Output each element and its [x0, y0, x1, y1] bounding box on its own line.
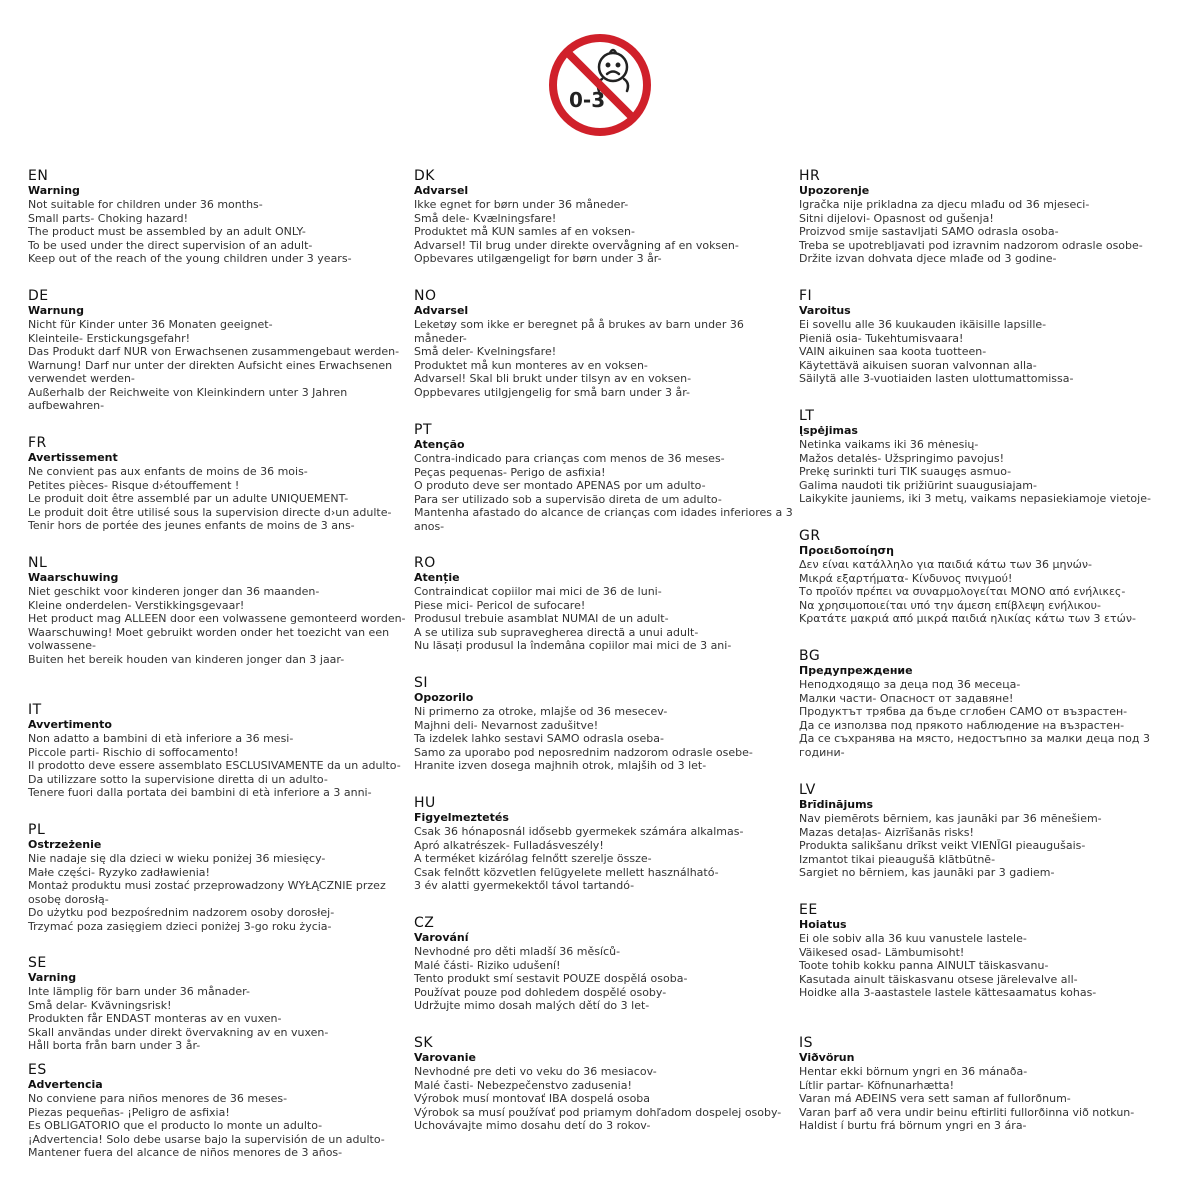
- warning-line: Výrobok musí montovať IBA dospelá osoba: [414, 1092, 651, 1105]
- warning-heading: Warnung: [28, 304, 84, 317]
- language-code: LV: [799, 782, 816, 798]
- warning-block-it: [28, 702, 413, 800]
- warning-line: Oppbevares utilgjengelig for små barn under 3 år-: [414, 385, 690, 399]
- warning-line: Κρατάτε μακριά από μικρά παιδιά ηλικίας κάτω των 3 ετών-: [799, 612, 1136, 625]
- language-code: SI: [414, 675, 429, 691]
- warning-line: Proizvod smije sastavljati SAMO odrasla osoba-: [799, 225, 1059, 238]
- warning-line: Το προϊόν πρέπει να συναρμολογείται ΜΟΝΟ από ενήλικες-: [799, 585, 1126, 598]
- warning-line: Igračka nije prikladna za djecu mlađu od 36 mjeseci-: [799, 198, 1090, 211]
- warning-heading: Figyelmeztetés: [414, 811, 509, 824]
- warning-line: Csak 36 hónaposnál idősebb gyermekek számára alkalmas-: [414, 825, 744, 838]
- warning-line: Tenere fuori dalla portata dei bambini di età inferiore a 3 anni-: [28, 786, 372, 799]
- warning-line: Kleinteile- Erstickungsgefahr!: [28, 331, 191, 345]
- warning-line: Petites pièces- Risque d›étouffement !: [28, 478, 240, 492]
- warning-line: Advarsel! Skal bli brukt under tilsyn av en voksen-: [414, 372, 692, 385]
- warning-line: Inte lämplig för barn under 36 månader-: [28, 985, 250, 998]
- warning-heading: Предупреждение: [799, 664, 913, 677]
- language-code: DE: [28, 288, 49, 304]
- warning-line: Produkten får ENDAST monteras av en vuxen-: [28, 1012, 282, 1025]
- language-code: EN: [28, 168, 49, 184]
- warning-line: Tenir hors de portée des jeunes enfants de moins de 3 ans-: [28, 519, 355, 532]
- warning-heading: Varoitus: [799, 304, 851, 317]
- warning-line: The product must be assembled by an adult ONLY-: [28, 225, 306, 238]
- language-code: RO: [414, 555, 436, 571]
- warning-line: Säilytä alle 3-vuotiaiden lasten ulottumattomissa-: [799, 372, 1074, 385]
- language-code: NL: [28, 555, 48, 571]
- warning-line: Samo za uporabo pod neposrednim nadzorom odrasle osebe-: [414, 745, 753, 759]
- warning-line: Hentar ekki börnum yngri en 36 mánaða-: [799, 1065, 1028, 1078]
- warning-line: Nav piemērots bērniem, kas jaunāki par 36 mēnešiem-: [799, 812, 1102, 825]
- warning-block-lt: [799, 408, 1184, 506]
- warning-line: Trzymać poza zasięgiem dzieci poniżej 3-go roku życia-: [28, 919, 332, 933]
- warning-line: Μικρά εξαρτήματα- Κίνδυνος πνιγμού!: [799, 571, 1013, 585]
- warning-heading: Viðvörun: [799, 1051, 855, 1064]
- warning-heading: Hoiatus: [799, 918, 847, 931]
- warning-heading: Avvertimento: [28, 718, 112, 731]
- warning-heading: Avertissement: [28, 451, 118, 464]
- warning-heading: Advertencia: [28, 1078, 103, 1091]
- warning-line: Ni primerno za otroke, mlajše od 36 mesecev-: [414, 705, 668, 718]
- warning-line: Да се използва под прякото наблюдение на възрастен-: [799, 718, 1125, 732]
- warning-block-se: [28, 955, 413, 1053]
- warning-block-ro: [414, 555, 799, 653]
- warning-line: Prekę surinkti turi TIK suaugęs asmuo-: [799, 465, 1012, 478]
- warning-heading: Προειδοποίηση: [799, 544, 894, 557]
- warning-line: Do użytku pod bezpośrednim nadzorem osoby dorosłej-: [28, 906, 335, 919]
- warning-line: Sargiet no bērniem, kas jaunāki par 3 gadiem-: [799, 866, 1055, 879]
- warning-line: Para ser utilizado sob a supervisão direta de um adulto-: [414, 492, 722, 506]
- warning-heading: Opozorilo: [414, 691, 474, 704]
- warning-block-sk: [414, 1035, 799, 1133]
- warning-line: Montaż produktu musi zostać przeprowadzony WYŁĄCZNIE przez osobę dorosłą-: [28, 879, 386, 906]
- warning-line: Да се съхранява на място, недостъпно за малки деца под 3 години-: [799, 732, 1150, 759]
- warning-line: Mantenha afastado do alcance de crianças com idades inferiores a 3 anos-: [414, 506, 793, 533]
- warning-line: Ta izdelek lahko sestavi SAMO odrasla oseba-: [414, 732, 665, 745]
- warning-line: Laikykite jauniems, iki 3 metų, vaikams nepasiekiamoje vietoje-: [799, 492, 1151, 505]
- warning-line: Varan má AÐEINS vera sett saman af fullorðnum-: [799, 1092, 1071, 1105]
- warning-block-fr: [28, 435, 413, 533]
- warning-heading: Warning: [28, 184, 80, 197]
- warning-line: Kleine onderdelen- Verstikkingsgevaar!: [28, 598, 245, 612]
- warning-line: A terméket kizárólag felnőtt szerelje össze-: [414, 852, 652, 865]
- warning-line: Le produit doit être utilisé sous la supervision directe d›un adulte-: [28, 505, 392, 519]
- warning-line: Výrobok sa musí používať pod priamym dohľadom dospelej osoby-: [414, 1105, 782, 1119]
- warning-line: Nicht für Kinder unter 36 Monaten geeignet-: [28, 318, 273, 331]
- warning-line: O produto deve ser montado APENAS por um adulto-: [414, 479, 706, 492]
- warning-block-lv: [799, 782, 1184, 880]
- warning-heading: Waarschuwing: [28, 571, 119, 584]
- language-code: FI: [799, 288, 813, 304]
- warning-line: Uchovávajte mimo dosahu detí do 3 rokov-: [414, 1119, 651, 1132]
- warning-line: Es OBLIGATORIO que el producto lo monte un adulto-: [28, 1119, 323, 1132]
- no-children-under-3-icon: [548, 33, 652, 137]
- warning-line: VAIN aikuinen saa koota tuotteen-: [799, 345, 987, 358]
- warning-heading: Varovanie: [414, 1051, 476, 1064]
- warning-line: Малки части- Опасност от задавяне!: [799, 691, 1014, 705]
- warning-line: Treba se upotrebljavati pod izravnim nadzorom odrasle osobe-: [799, 238, 1143, 252]
- warning-heading: Atenție: [414, 571, 460, 584]
- warning-line: Netinka vaikams iki 36 mėnesių-: [799, 438, 979, 451]
- warning-line: Majhni deli- Nevarnost zadušitve!: [414, 718, 599, 732]
- warning-block-is: [799, 1035, 1184, 1133]
- warning-line: Toote tohib kokku panna AINULT täiskasvanu-: [799, 959, 1049, 972]
- warning-block-hr: [799, 168, 1184, 266]
- warning-line: Da utilizzare sotto la supervisione diretta di un adulto-: [28, 772, 328, 786]
- warning-line: Små dele- Kvælningsfare!: [414, 211, 557, 225]
- warning-line: A se utiliza sub supravegherea directă a unui adult-: [414, 625, 699, 639]
- warning-heading: Varning: [28, 971, 77, 984]
- warning-line: Malé časti- Nebezpečenstvo zadusenia!: [414, 1078, 632, 1092]
- warning-heading: Advarsel: [414, 184, 469, 197]
- warning-block-gr: [799, 528, 1184, 626]
- warning-line: Csak felnőtt közvetlen felügyelete mellett használható-: [414, 865, 719, 879]
- warning-line: Ikke egnet for børn under 36 måneder-: [414, 198, 629, 211]
- language-code: LT: [799, 408, 815, 424]
- warning-line: Mazas detaļas- Aizrīšanās risks!: [799, 825, 974, 839]
- warning-line: Hoidke alla 3-aastastele lastele kättesaamatus kohas-: [799, 986, 1097, 999]
- warning-heading: Brīdinājums: [799, 798, 874, 811]
- warning-block-ee: [799, 902, 1184, 1000]
- warning-line: Držite izvan dohvata djece mlađe od 3 godine-: [799, 252, 1057, 265]
- warning-line: Käytettävä aikuisen suoran valvonnan alla-: [799, 358, 1037, 372]
- warning-line: Advarsel! Til brug under direkte overvågning af en voksen-: [414, 238, 739, 252]
- warning-line: Ei sovellu alle 36 kuukauden ikäisille lapsille-: [799, 318, 1047, 331]
- language-code: BG: [799, 648, 821, 664]
- warning-line: Keep out of the reach of the young children under 3 years-: [28, 252, 352, 265]
- warning-line: Het product mag ALLEEN door een volwassene gemonteerd worden-: [28, 612, 406, 625]
- warning-heading: Advarsel: [414, 304, 469, 317]
- warning-line: Håll borta från barn under 3 år-: [28, 1039, 201, 1052]
- warning-line: Niet geschikt voor kinderen jonger dan 36 maanden-: [28, 585, 320, 598]
- warning-line: Hranite izven dosega majhnih otrok, mlajših od 3 let-: [414, 759, 707, 772]
- warning-line: Nie nadaje się dla dzieci w wieku poniżej 36 miesięcy-: [28, 852, 326, 865]
- language-code: ES: [28, 1062, 47, 1078]
- warning-line: Små delar- Kvävningsrisk!: [28, 998, 172, 1012]
- warning-block-dk: [414, 168, 799, 266]
- language-code: PT: [414, 422, 432, 438]
- warning-line: Contra-indicado para crianças com menos de 36 meses-: [414, 452, 725, 465]
- warning-line: Nu lăsați produsul la îndemâna copiilor mai mici de 3 ani-: [414, 639, 732, 652]
- warning-line: Not suitable for children under 36 months-: [28, 198, 263, 211]
- warning-line: Haldist í burtu frá börnum yngri en 3 ára-: [799, 1119, 1027, 1132]
- warning-line: Piccole parti- Rischio di soffocamento!: [28, 745, 239, 759]
- language-code: PL: [28, 822, 46, 838]
- warning-line: 3 év alatti gyermekektől távol tartandó-: [414, 879, 635, 892]
- warning-line: Väikesed osad- Lämbumisoht!: [799, 945, 965, 959]
- warning-block-es: [28, 1062, 413, 1160]
- warning-heading: Varování: [414, 931, 469, 944]
- warning-line: Izmantot tikai pieaugušā klātbūtnē-: [799, 852, 996, 866]
- warning-line: Mantener fuera del alcance de niños menores de 3 años-: [28, 1146, 343, 1159]
- warning-heading: Įspėjimas: [799, 424, 858, 437]
- warning-line: Warnung! Darf nur unter der direkten Aufsicht eines Erwachsenen verwendet werden-: [28, 358, 393, 385]
- warning-block-en: [28, 168, 413, 266]
- warning-line: Contraindicat copiilor mai mici de 36 de luni-: [414, 585, 662, 598]
- warning-block-pt: [414, 422, 799, 533]
- warning-line: Peças pequenas- Perigo de asfixia!: [414, 465, 606, 479]
- language-code: DK: [414, 168, 435, 184]
- warning-block-no: [414, 288, 799, 399]
- language-code: CZ: [414, 915, 435, 931]
- warning-block-bg: [799, 648, 1184, 759]
- warning-line: Buiten het bereik houden van kinderen jonger dan 3 jaar-: [28, 652, 345, 666]
- warning-line: Małe części- Ryzyko zadławienia!: [28, 865, 210, 879]
- warning-line: Lítlir partar- Köfnunarhætta!: [799, 1078, 955, 1092]
- warning-line: Ne convient pas aux enfants de moins de 36 mois-: [28, 465, 308, 478]
- language-code: NO: [414, 288, 437, 304]
- warning-line: Opbevares utilgængeligt for børn under 3 år-: [414, 252, 662, 265]
- warning-block-de: [28, 288, 413, 413]
- warning-line: To be used under the direct supervision of an adult-: [28, 238, 313, 252]
- language-code: HU: [414, 795, 436, 811]
- warning-line: Il prodotto deve essere assemblato ESCLUSIVAMENTE da un adulto-: [28, 759, 401, 772]
- warning-line: Продуктът трябва да бъде сглобен САМО от възрастен-: [799, 705, 1128, 718]
- warning-line: Pieniä osia- Tukehtumisvaara!: [799, 331, 964, 345]
- warning-line: Produsul trebuie asamblat NUMAI de un adult-: [414, 612, 669, 625]
- language-code: HR: [799, 168, 821, 184]
- warning-line: Tento produkt smí sestavit POUZE dospělá osoba-: [414, 972, 688, 985]
- warning-line: Mažos detalės- Užspringimo pavojus!: [799, 451, 1004, 465]
- warning-line: Udržujte mimo dosah malých dětí do 3 let-: [414, 999, 650, 1012]
- warning-line: Неподходящо за деца под 36 месеца-: [799, 678, 1021, 691]
- warning-line: Non adatto a bambini di età inferiore a 36 mesi-: [28, 732, 294, 745]
- warning-heading: Upozorenje: [799, 184, 870, 197]
- warning-block-cz: [414, 915, 799, 1013]
- warning-line: Nevhodné pre deti vo veku do 36 mesiacov-: [414, 1065, 657, 1078]
- warning-line: Galima naudoti tik prižiūrint suaugusiajam-: [799, 478, 1037, 492]
- warning-line: Produktet må KUN samles af en voksen-: [414, 225, 635, 238]
- language-code: IS: [799, 1035, 814, 1051]
- warning-line: Piezas pequeñas- ¡Peligro de asfixia!: [28, 1105, 230, 1119]
- warning-line: Leketøy som ikke er beregnet på å brukes av barn under 36 måneder-: [414, 318, 744, 345]
- warning-block-hu: [414, 795, 799, 893]
- warning-line: Να χρησιμοποιείται υπό την άμεση επίβλεψη ενήλικου-: [799, 598, 1101, 612]
- warning-line: Skall användas under direkt övervakning av en vuxen-: [28, 1025, 329, 1039]
- warning-line: Das Produkt darf NUR von Erwachsenen zusammengebaut werden-: [28, 345, 400, 358]
- warning-line: Små deler- Kvelningsfare!: [414, 345, 557, 358]
- warning-line: ¡Advertencia! Solo debe usarse bajo la supervisión de un adulto-: [28, 1132, 385, 1146]
- language-code: EE: [799, 902, 818, 918]
- warning-line: No conviene para niños menores de 36 meses-: [28, 1092, 288, 1105]
- warning-line: Piese mici- Pericol de sufocare!: [414, 598, 586, 612]
- warning-line: Waarschuwing! Moet gebruikt worden onder het toezicht van een volwassene-: [28, 625, 390, 652]
- warning-block-si: [414, 675, 799, 773]
- warning-line: Malé části- Riziko udušení!: [414, 958, 561, 972]
- warning-line: Apró alkatrészek- Fulladásveszély!: [414, 838, 604, 852]
- warning-line: Δεν είναι κατάλληλο για παιδιά κάτω των 36 μηνών-: [799, 558, 1092, 571]
- warning-line: Le produit doit être assemblé par un adulte UNIQUEMENT-: [28, 492, 349, 505]
- warning-block-nl: [28, 555, 413, 666]
- warning-line: Produkta salikšanu drīkst veikt VIENĪGI pieaugušais-: [799, 839, 1086, 852]
- warning-line: Nevhodné pro děti mladší 36 měsíců-: [414, 945, 621, 958]
- warning-line: Ei ole sobiv alla 36 kuu vanustele lastele-: [799, 932, 1027, 945]
- language-code: IT: [28, 702, 42, 718]
- warning-block-pl: [28, 822, 413, 933]
- warning-line: Small parts- Choking hazard!: [28, 211, 189, 225]
- warning-line: Používat pouze pod dohledem dospělé osoby-: [414, 985, 667, 999]
- warning-line: Außerhalb der Reichweite von Kleinkindern unter 3 Jahren aufbewahren-: [28, 385, 348, 412]
- warning-line: Kasutada ainult täiskasvanu otsese järelevalve all-: [799, 972, 1078, 986]
- warning-heading: Ostrzeżenie: [28, 838, 102, 851]
- age-label: 0-3: [569, 88, 606, 112]
- warning-block-fi: [799, 288, 1184, 386]
- language-code: FR: [28, 435, 47, 451]
- warning-line: Sitni dijelovi- Opasnost od gušenja!: [799, 211, 994, 225]
- warning-line: Produktet må kun monteres av en voksen-: [414, 358, 648, 372]
- language-code: GR: [799, 528, 821, 544]
- language-code: SE: [28, 955, 47, 971]
- language-code: SK: [414, 1035, 434, 1051]
- warning-line: Varan þarf að vera undir beinu eftirliti fullorðinna við notkun-: [799, 1105, 1135, 1119]
- warning-heading: Atenção: [414, 438, 465, 451]
